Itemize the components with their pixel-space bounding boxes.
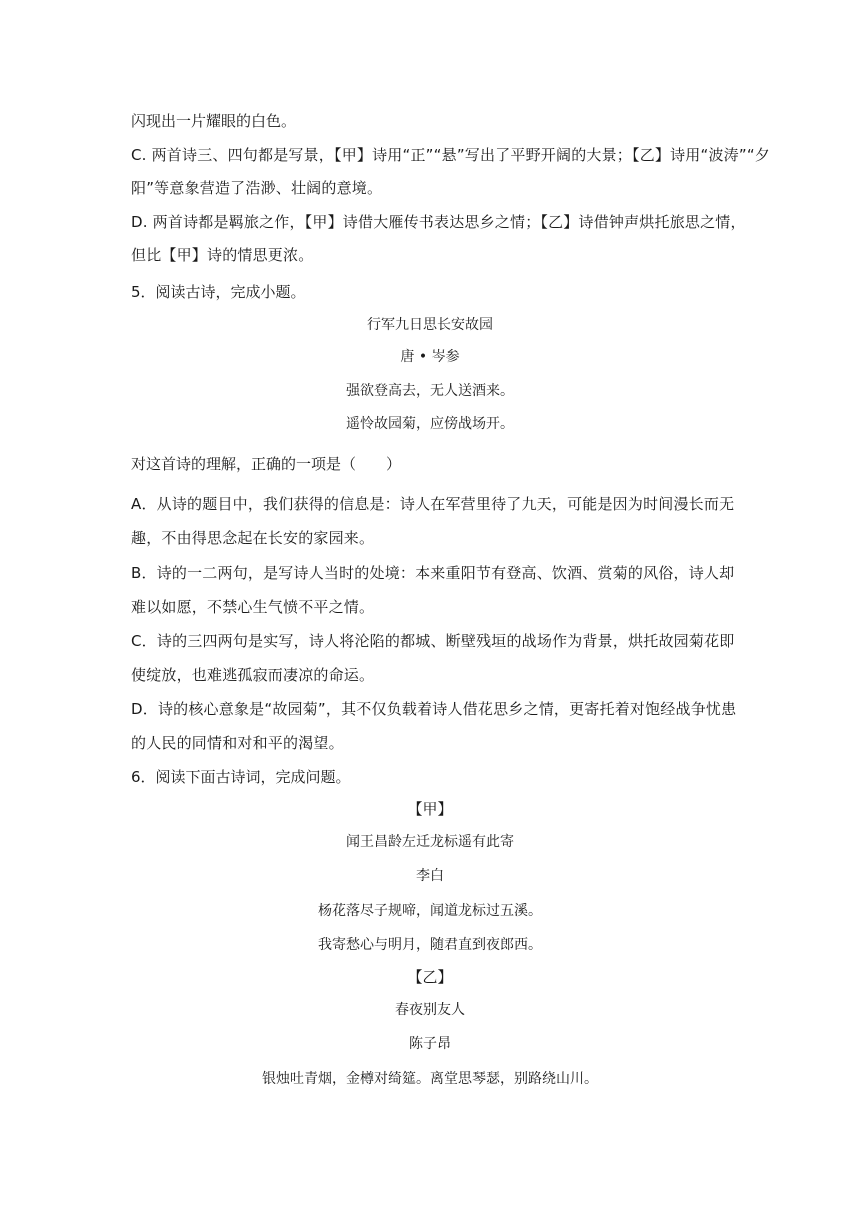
q5-option-d-line2: 的人民的同情和对和平的渴望。: [131, 734, 344, 752]
q6-yi-title: 春夜别友人: [395, 1002, 465, 1018]
q5-option-c-line1: C．诗的三四两句是实写，诗人将沦陷的都城、断壁残垣的战场作为背景，烘托故园菊花即: [131, 632, 735, 650]
q4-option-d-line1: D. 两首诗都是羁旅之作，【甲】诗借大雁传书表达思乡之情；【乙】诗借钟声烘托旅思之情，: [131, 213, 746, 231]
q5-poem-line2: 遥怜故园菊，应傍战场开。: [346, 416, 514, 432]
q4-text-line: 闪现出一片耀眼的白色。: [131, 112, 297, 130]
q6-yi-label: 【乙】: [407, 968, 453, 986]
q5-stem: 5．阅读古诗，完成小题。: [131, 283, 306, 301]
q6-jia-label: 【甲】: [407, 800, 453, 818]
q6-jia-author: 李白: [416, 868, 444, 884]
q5-option-b-line2: 难以如愿，不禁心生气愤不平之情。: [131, 598, 375, 616]
q5-option-b-line1: B．诗的一二两句，是写诗人当时的处境：本来重阳节有登高、饮酒、赏菊的风俗，诗人却: [131, 564, 735, 582]
q5-option-c-line2: 使绽放，也难逃孤寂而凄凉的命运。: [131, 666, 375, 684]
q6-jia-title: 闻王昌龄左迁龙标遥有此寄: [346, 834, 514, 850]
q5-poem-line1: 强欲登高去，无人送酒来。: [346, 383, 514, 399]
q5-option-a-line1: A．从诗的题目中，我们获得的信息是：诗人在军营里待了九天，可能是因为时间漫长而无: [131, 495, 735, 513]
q4-option-c-line2: 阳”等意象营造了浩渺、壮阔的意境。: [131, 179, 383, 197]
q4-option-d-line2: 但比【甲】诗的情思更浓。: [131, 246, 314, 264]
q4-option-c-line1: C. 两首诗三、四句都是写景，【甲】诗用“正”“悬”写出了平野开阔的大景；【乙】诗用“波涛”“夕: [131, 146, 771, 164]
q6-jia-line1: 杨花落尽子规啼，闻道龙标过五溪。: [318, 903, 542, 919]
q5-option-a-line2: 趣，不由得思念起在长安的家园来。: [131, 529, 375, 547]
q6-stem: 6．阅读下面古诗词，完成问题。: [131, 768, 351, 786]
q5-poem-title: 行军九日思长安故园: [367, 317, 493, 333]
q6-yi-author: 陈子昂: [409, 1036, 451, 1052]
q5-question: 对这首诗的理解，正确的一项是（ ）: [131, 455, 402, 473]
q6-jia-line2: 我寄愁心与明月，随君直到夜郎西。: [318, 937, 542, 953]
q5-poem-author: 唐 • 岑参: [400, 349, 460, 365]
q5-option-d-line1: D．诗的核心意象是“故园菊”，其不仅负载着诗人借花思乡之情，更寄托着对饱经战争忧患: [131, 700, 737, 718]
q6-yi-line1: 银烛吐青烟，金樽对绮筵。离堂思琴瑟，别路绕山川。: [262, 1071, 598, 1087]
